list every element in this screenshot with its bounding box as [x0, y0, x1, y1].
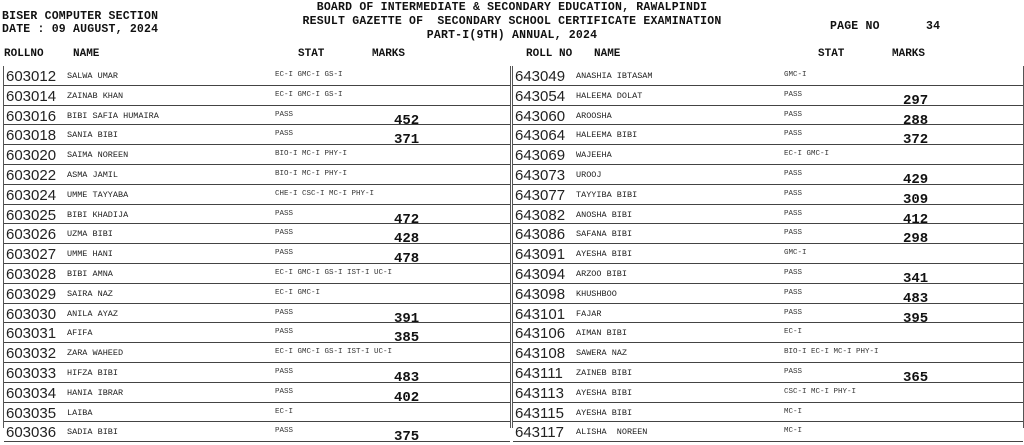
col-header-name-left: NAME — [73, 48, 100, 60]
cell-roll: 643082 — [515, 206, 566, 224]
cell-name: AYESHA BIBI — [576, 407, 633, 418]
cell-roll: 603031 — [6, 325, 57, 343]
col-header-name-right: NAME — [594, 48, 621, 60]
cell-roll: 603032 — [6, 345, 57, 363]
table-row — [4, 244, 510, 268]
cell-roll: 643077 — [515, 186, 566, 204]
cell-stat: PASS — [784, 169, 803, 178]
cell-name: SAIMA NOREEN — [67, 150, 129, 161]
cell-stat: PASS — [784, 229, 803, 238]
cell-marks: 483 — [903, 290, 929, 307]
cell-name: AYESHA BIBI — [576, 249, 633, 260]
cell-roll: 643054 — [515, 87, 566, 105]
cell-stat: PASS — [275, 328, 294, 337]
cell-roll: 643106 — [515, 325, 566, 343]
cell-name: AIMAN BIBI — [576, 328, 628, 339]
table-row — [4, 403, 510, 423]
table-row — [513, 343, 1023, 363]
cell-name: SADIA BIBI — [67, 427, 119, 438]
cell-roll: 643060 — [515, 107, 566, 125]
table-row — [513, 363, 1023, 386]
cell-roll: 603025 — [6, 206, 57, 224]
cell-marks: 375 — [394, 429, 420, 445]
cell-stat: PASS — [275, 110, 294, 119]
cell-stat: PASS — [275, 249, 294, 258]
cell-stat: EC-I GMC-I — [275, 288, 321, 297]
table-row — [513, 383, 1023, 403]
cell-marks: 472 — [394, 211, 420, 228]
table-row — [4, 224, 510, 248]
cell-marks: 478 — [394, 251, 420, 268]
cell-name: LAIBA — [67, 407, 93, 418]
col-header-stat-right: STAT — [818, 48, 845, 60]
cell-stat: MC-I — [784, 407, 803, 416]
cell-marks: 365 — [903, 369, 929, 386]
cell-roll: 643064 — [515, 127, 566, 145]
cell-roll: 643111 — [515, 364, 563, 382]
cell-roll: 643108 — [515, 345, 566, 363]
cell-marks: 483 — [394, 369, 420, 386]
gazette-title: RESULT GAZETTE OF SECONDARY SCHOOL CERTIFICATE EXAMINATION — [302, 15, 722, 28]
table-row — [513, 165, 1023, 188]
cell-stat: PASS — [784, 367, 803, 376]
cell-stat: EC-I GMC-I GS-I IST-I UC-I — [275, 348, 393, 357]
cell-stat: EC-I GMC-I GS-I IST-I UC-I — [275, 268, 393, 277]
table-row — [4, 185, 510, 205]
col-header-roll-left: ROLLNO — [4, 48, 44, 60]
table-row — [4, 284, 510, 304]
cell-name: SAFANA BIBI — [576, 229, 633, 240]
cell-roll: 643091 — [515, 246, 566, 264]
cell-roll: 603030 — [6, 305, 57, 323]
cell-roll: 603033 — [6, 364, 57, 382]
cell-roll: 643115 — [515, 404, 564, 422]
cell-marks: 428 — [394, 231, 420, 248]
cell-roll: 643073 — [515, 166, 566, 184]
cell-roll: 603022 — [6, 166, 57, 184]
cell-name: ANASHIA IBTASAM — [576, 71, 653, 81]
table-row — [513, 244, 1023, 264]
cell-roll: 603034 — [6, 384, 57, 402]
cell-marks: 341 — [903, 270, 929, 287]
cell-stat: PASS — [275, 209, 294, 218]
cell-stat: PASS — [784, 288, 803, 297]
table-row — [513, 422, 1023, 442]
results-table-left — [3, 66, 511, 445]
gazette-date: DATE : 09 AUGUST, 2024 — [2, 23, 159, 36]
col-header-roll-right: ROLL NO — [526, 48, 573, 60]
cell-name: ASMA JAMIL — [67, 169, 119, 180]
cell-roll: 603014 — [6, 87, 57, 105]
cell-marks: 391 — [394, 310, 420, 327]
board-title: BOARD OF INTERMEDIATE & SECONDARY EDUCATION, RAWALPINDI — [316, 1, 708, 14]
page-label: PAGE NO — [830, 20, 880, 33]
table-row — [4, 304, 510, 327]
table-row — [513, 66, 1023, 86]
table-row — [4, 106, 510, 129]
section-title: BISER COMPUTER SECTION — [2, 10, 159, 23]
cell-roll: 603036 — [6, 424, 57, 442]
table-row — [4, 323, 510, 347]
cell-roll: 603024 — [6, 186, 57, 204]
cell-roll: 643069 — [515, 147, 566, 165]
cell-stat: PASS — [275, 130, 294, 139]
cell-name: UMME TAYYABA — [67, 189, 129, 200]
cell-marks: 395 — [903, 310, 929, 327]
cell-stat: BIO-I MC-I PHY-I — [275, 169, 348, 178]
table-row — [513, 185, 1023, 208]
cell-marks: 298 — [903, 231, 929, 248]
table-row — [513, 205, 1023, 228]
cell-name: SAIRA NAZ — [67, 288, 113, 299]
table-row — [4, 66, 510, 86]
cell-name: HIFZA BIBI — [67, 367, 119, 378]
table-row — [4, 205, 510, 228]
cell-stat: PASS — [784, 268, 803, 277]
table-row — [513, 323, 1023, 343]
cell-name: BIBI AMNA — [67, 268, 113, 279]
cell-name: ZAINEB BIBI — [576, 367, 633, 378]
table-row — [4, 165, 510, 185]
cell-name: ALISHA NOREEN — [576, 427, 648, 438]
cell-name: KHUSHBOO — [576, 288, 617, 299]
cell-stat: EC-I GMC-I GS-I — [275, 90, 343, 99]
cell-name: UROOJ — [576, 169, 602, 180]
cell-stat: BIO-I EC-I MC-I PHY-I — [784, 348, 879, 357]
cell-roll: 603029 — [6, 285, 57, 303]
cell-stat: PASS — [275, 427, 294, 436]
cell-roll: 643117 — [515, 424, 564, 442]
cell-stat: BIO-I MC-I PHY-I — [275, 150, 348, 159]
table-row — [513, 403, 1023, 423]
cell-name: SALWA UMAR — [67, 71, 119, 81]
table-row — [513, 145, 1023, 165]
table-row — [513, 86, 1023, 109]
cell-name: ANOSHA BIBI — [576, 209, 633, 220]
cell-name: UZMA BIBI — [67, 229, 113, 240]
cell-name: SAWERA NAZ — [576, 348, 628, 359]
cell-marks: 288 — [903, 112, 929, 129]
cell-name: BIBI KHADIJA — [67, 209, 129, 220]
cell-roll: 603026 — [6, 226, 57, 244]
cell-roll: 603012 — [6, 68, 57, 85]
page-number: 34 — [926, 20, 941, 33]
cell-stat: PASS — [784, 90, 803, 99]
exam-part: PART-I(9TH) ANNUAL, 2024 — [426, 29, 598, 42]
cell-marks: 452 — [394, 112, 420, 129]
cell-name: HALEEMA DOLAT — [576, 90, 643, 101]
table-row — [513, 106, 1023, 129]
cell-stat: PASS — [784, 308, 803, 317]
table-row — [513, 264, 1023, 287]
cell-marks: 371 — [394, 132, 420, 149]
cell-name: HALEEMA BIBI — [576, 130, 638, 141]
cell-stat: CHE-I CSC-I MC-I PHY-I — [275, 189, 375, 198]
cell-stat: EC-I — [784, 328, 803, 337]
table-row — [4, 383, 510, 406]
cell-name: ARZOO BIBI — [576, 268, 628, 279]
cell-marks: 309 — [903, 191, 929, 208]
cell-marks: 385 — [394, 330, 420, 347]
cell-roll: 603016 — [6, 107, 57, 125]
cell-name: FAJAR — [576, 308, 602, 319]
cell-stat: PASS — [275, 387, 294, 396]
cell-name: TAYYIBA BIBI — [576, 189, 638, 200]
cell-roll: 603018 — [6, 127, 57, 145]
table-row — [513, 284, 1023, 307]
col-header-stat-left: STAT — [298, 48, 325, 60]
cell-stat: PASS — [784, 189, 803, 198]
cell-name: ZAINAB KHAN — [67, 90, 124, 101]
cell-name: ZARA WAHEED — [67, 348, 124, 359]
cell-stat: MC-I — [784, 427, 803, 436]
cell-roll: 603028 — [6, 265, 57, 283]
cell-stat: GMC-I — [784, 249, 807, 258]
cell-roll: 643086 — [515, 226, 566, 244]
cell-marks: 297 — [903, 92, 929, 109]
cell-roll: 643049 — [515, 68, 566, 85]
cell-roll: 643113 — [515, 384, 564, 402]
cell-stat: PASS — [275, 308, 294, 317]
cell-roll: 603020 — [6, 147, 57, 165]
cell-stat: PASS — [275, 367, 294, 376]
table-row — [513, 304, 1023, 327]
results-table-right — [512, 66, 1024, 442]
table-row — [513, 224, 1023, 248]
cell-stat: PASS — [784, 209, 803, 218]
cell-marks: 402 — [394, 389, 420, 406]
cell-name: UMME HANI — [67, 249, 113, 260]
cell-name: HANIA IBRAR — [67, 387, 124, 398]
col-header-marks-left: MARKS — [372, 48, 406, 60]
cell-roll: 643101 — [515, 305, 566, 323]
cell-stat: PASS — [784, 130, 803, 139]
cell-marks: 372 — [903, 132, 929, 149]
cell-name: AFIFA — [67, 328, 93, 339]
cell-roll: 643098 — [515, 285, 566, 303]
cell-stat: CSC-I MC-I PHY-I — [784, 387, 857, 396]
table-row — [4, 125, 510, 149]
table-row — [4, 363, 510, 386]
table-row — [4, 264, 510, 284]
cell-marks: 412 — [903, 211, 929, 228]
table-row — [4, 343, 510, 363]
cell-name: AROOSHA — [576, 110, 612, 121]
cell-stat: PASS — [784, 110, 803, 119]
table-row — [4, 145, 510, 165]
cell-roll: 643094 — [515, 265, 566, 283]
cell-name: SANIA BIBI — [67, 130, 119, 141]
col-header-marks-right: MARKS — [892, 48, 926, 60]
cell-marks: 429 — [903, 171, 929, 188]
table-row — [513, 125, 1023, 149]
cell-name: BIBI SAFIA HUMAIRA — [67, 110, 159, 121]
cell-stat: EC-I GMC-I — [784, 150, 830, 159]
cell-roll: 603035 — [6, 404, 57, 422]
table-row — [4, 422, 510, 445]
cell-stat: EC-I GMC-I GS-I — [275, 71, 343, 79]
table-row — [4, 86, 510, 106]
cell-name: AYESHA BIBI — [576, 387, 633, 398]
cell-stat: EC-I — [275, 407, 294, 416]
cell-name: ANILA AYAZ — [67, 308, 119, 319]
cell-stat: PASS — [275, 229, 294, 238]
cell-roll: 603027 — [6, 246, 57, 264]
cell-name: WAJEEHA — [576, 150, 612, 161]
cell-stat: GMC-I — [784, 71, 807, 79]
